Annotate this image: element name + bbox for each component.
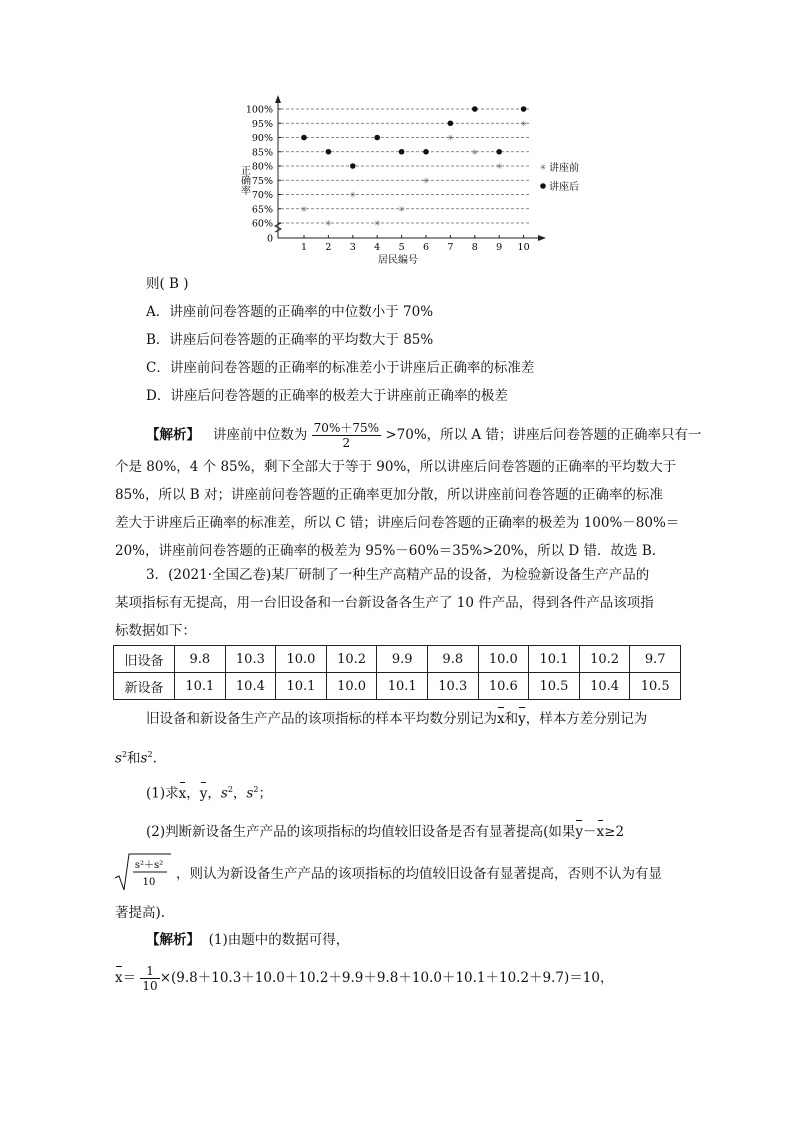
row-label: 旧设备 (114, 646, 175, 673)
point-before: ✳ (398, 204, 405, 214)
table-cell: 9.8 (175, 646, 226, 673)
table-cell: 10.3 (427, 673, 478, 700)
legend-label: 讲座后 (549, 182, 579, 193)
part2-line1 (146, 822, 624, 842)
accuracy-scatter-chart (230, 95, 590, 275)
x-bar: x (115, 970, 123, 986)
fraction-numerator: 1 (140, 964, 159, 979)
option-d: D．讲座后问卷答题的正确率的极差大于讲座前正确率的极差 (146, 388, 508, 404)
point-after (521, 106, 527, 112)
median-fraction (312, 421, 381, 450)
row-label: 新设备 (114, 673, 175, 700)
analysis1-line4: 差大于讲座后正确率的标准差，所以 C 错；讲座后问卷答题的正确率的极差为 100%－80%＝ (115, 515, 680, 531)
option-c: C．讲座前问卷答题的正确率的标准差小于讲座后正确率的标准差 (146, 360, 535, 376)
legend-marker-after (540, 183, 546, 189)
point-after (301, 135, 307, 141)
y-bar: y (199, 785, 208, 802)
y-bar: y (518, 711, 526, 727)
point-before: ✳ (349, 190, 357, 200)
sqrt-denominator: 10 (142, 877, 156, 888)
analysis1-line3: 85%，所以 B 对；讲座前问卷答题的正确率更加分散，所以讲座前问卷答题的正确率的标准 (115, 487, 664, 503)
axis-break (275, 223, 281, 232)
x-tick-label: 10 (517, 242, 530, 253)
sup: 2 (147, 750, 153, 759)
table-cell: 10.5 (630, 673, 681, 700)
text: ≥2 (604, 824, 625, 840)
table-cell: 10.1 (276, 673, 327, 700)
table-cell: 10.3 (225, 646, 276, 673)
y-bar: y (575, 824, 584, 840)
text: 旧设备和新设备生产产品的该项指标的样本平均数分别记为 (146, 711, 497, 727)
y-tick-label: 60% (251, 218, 273, 230)
s1: s (115, 750, 122, 767)
sqrt-numerator: s²＋s² (134, 860, 164, 871)
table-cell: 9.8 (427, 646, 478, 673)
x-tick-label: 9 (496, 242, 503, 253)
x-axis-label: 居民编号 (378, 255, 418, 266)
y-tick-label: 75% (251, 175, 273, 187)
text: ； (258, 785, 272, 802)
x-bar: x (596, 824, 605, 840)
part2-line3: 著提高). (115, 905, 166, 921)
x-tick-label: 5 (398, 242, 405, 253)
point-after (350, 163, 356, 169)
y-tick-label: 70% (251, 190, 273, 201)
x-tick-label: 1 (300, 242, 308, 253)
part2-line2: ，则认为新设备生产产品的该项指标的均值较旧设备有显著提高，否则不认为有显 (176, 866, 662, 882)
table-cell: 9.9 (377, 646, 428, 673)
option-b: B．讲座后问卷答题的正确率的平均数大于 85% (146, 332, 434, 348)
text: ，样本方差分别记为 (525, 711, 648, 727)
y-tick-label: 80% (251, 161, 273, 173)
fraction-denominator: 10 (142, 979, 158, 993)
text: ＝ (122, 970, 137, 986)
table-cell: 10.2 (579, 646, 630, 673)
point-after (326, 149, 332, 155)
table-cell: 10.0 (326, 673, 377, 700)
point-before: ✳ (300, 204, 308, 214)
problem3-line2: 某项指标有无提高，用一台旧设备和一台新设备各生产了 10 件产品，得到各件产品该项指 (115, 595, 654, 611)
table-cell: 10.5 (529, 673, 580, 700)
s: s (220, 785, 228, 802)
x-arrow (538, 235, 546, 241)
table-row (114, 646, 681, 673)
option-a: A．讲座前问卷答题的正确率的中位数小于 70% (146, 304, 434, 320)
x-tick-label: 7 (447, 242, 454, 253)
y-tick-label: 65% (251, 204, 273, 216)
table-cell: 10.4 (579, 673, 630, 700)
table-row (114, 673, 681, 700)
y-tick-label: 95% (251, 118, 273, 130)
table-cell: 10.1 (529, 646, 580, 673)
table-cell: 10.1 (377, 673, 428, 700)
table-cell: 9.7 (630, 646, 681, 673)
legend-label: 讲座前 (549, 163, 579, 174)
point-before: ✳ (447, 133, 454, 143)
x-tick-label: 2 (325, 242, 332, 253)
text: (1)由题中的数据可得， (208, 932, 350, 948)
legend-marker-before: ✳ (539, 163, 547, 172)
table-cell: 10.6 (478, 673, 529, 700)
part1-line (146, 780, 272, 804)
analysis-tag: 【解析】 (146, 932, 200, 948)
x-bar: x (178, 785, 187, 802)
point-after (496, 149, 502, 155)
sup: 2 (253, 785, 259, 794)
analysis-tag: 【解析】 (146, 427, 200, 443)
point-before: ✳ (325, 219, 332, 228)
s: s (246, 785, 254, 802)
text: ， (232, 785, 247, 802)
equipment-data-table (113, 645, 681, 700)
s2: s (140, 750, 148, 767)
y-tick-label: 85% (251, 147, 273, 159)
analysis2-line2 (115, 964, 613, 993)
fraction-numerator: 70%＋75% (313, 421, 380, 435)
x-tick-label: 4 (374, 242, 381, 253)
text: ×(9.8＋10.3＋10.0＋10.2＋9.9＋9.8＋10.0＋10.1＋10.2＋9.7)＝10， (159, 970, 614, 986)
x-tick-label: 3 (349, 242, 356, 253)
point-before: ✳ (520, 119, 527, 129)
text: 和 (127, 750, 141, 767)
sup: 2 (227, 785, 233, 794)
y-tick-label: 90% (251, 133, 273, 144)
text: － (583, 824, 597, 840)
analysis2-line1 (146, 930, 349, 950)
sup: 2 (121, 750, 128, 759)
table-cell: 10.2 (326, 646, 377, 673)
table-cell: 10.4 (225, 673, 276, 700)
point-after (399, 149, 405, 155)
table-cell: 10.0 (478, 646, 529, 673)
point-after (472, 106, 478, 112)
point-before: ✳ (471, 147, 479, 157)
text: . (152, 750, 157, 767)
point-before: ✳ (422, 176, 430, 186)
table-cell: 10.1 (175, 673, 226, 700)
one-tenth-fraction (140, 964, 159, 993)
text: ， (186, 785, 200, 802)
y-tick-label: 0 (266, 233, 273, 245)
problem3-line1: 3．(2021·全国乙卷)某厂研制了一种生产高精产品的设备，为检验新设备生产产品的 (146, 567, 650, 583)
y-arrow (275, 95, 281, 103)
x-tick-label: 6 (422, 242, 430, 253)
analysis1-text-b: >70%，所以 A 错；讲座后问卷答题的正确率只有一 (385, 427, 702, 443)
problem3-line3: 标数据如下： (115, 623, 196, 639)
fraction-denominator: 2 (342, 436, 351, 450)
text: (2)判断新设备生产产品的该项指标的均值较旧设备是否有显著提高(如果 (146, 824, 576, 840)
x-bar: x (497, 711, 505, 727)
x-tick-label: 8 (471, 242, 478, 253)
sqrt-expression (113, 852, 173, 894)
analysis1-line2: 个是 80%，4 个 85%，剩下全部大于等于 90%，所以讲座后问卷答题的正确率的平均数大于 (115, 459, 677, 475)
analysis1-line1 (146, 421, 701, 450)
point-after (374, 135, 380, 141)
point-before: ✳ (495, 162, 503, 171)
answer-line: 则( B ) (146, 276, 189, 292)
after-table-line2 (115, 745, 157, 769)
point-after (423, 149, 429, 155)
point-after (448, 120, 454, 126)
text: ， (207, 785, 221, 802)
analysis1-text-a: 讲座前中位数为 (212, 427, 308, 443)
analysis1-line5: 20%，讲座前问卷答题的正确率的极差为 95%－60%＝35%>20%，所以 D 错．故选 B. (115, 543, 657, 559)
table-cell: 10.0 (276, 646, 327, 673)
text: 和 (504, 711, 519, 727)
y-tick-label: 100% (245, 104, 273, 116)
after-table-line1 (146, 709, 647, 729)
text: (1)求 (146, 785, 179, 802)
point-before: ✳ (373, 219, 381, 228)
y-axis-label: 正确率 (238, 165, 250, 195)
